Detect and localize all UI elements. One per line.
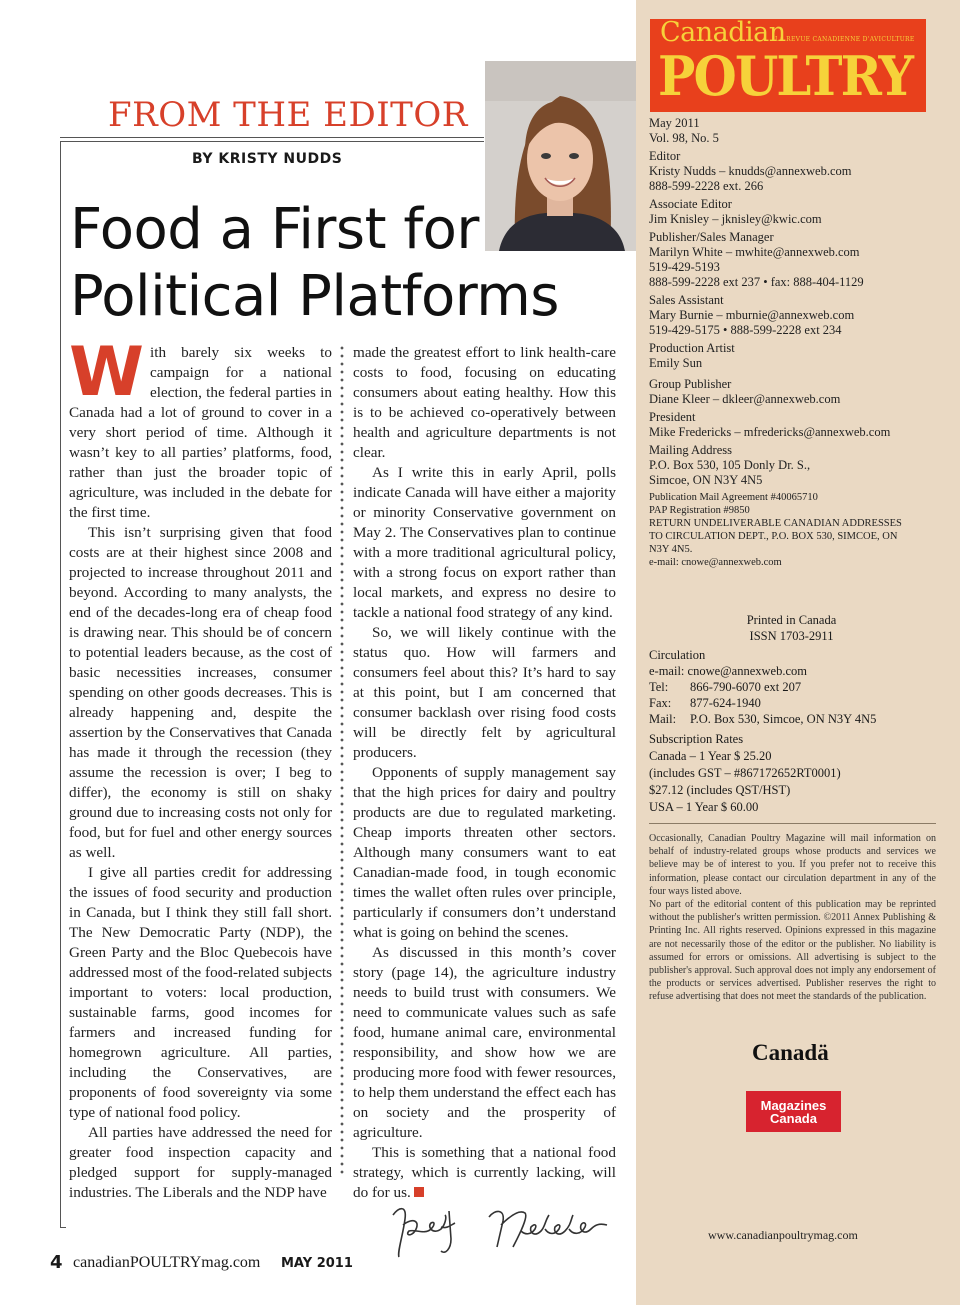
magazines-canada-line-2: Canada (770, 1111, 817, 1126)
editor-line: Kristy Nudds – knudds@annexweb.com (649, 164, 852, 178)
president-label: President (649, 410, 696, 424)
logo-canadian: Canadian (660, 17, 786, 48)
return-email: e-mail: cnowe@annexweb.com (649, 557, 782, 568)
canada-wordmark: Canadä (752, 1040, 829, 1065)
publisher-phone-1: 519-429-5193 (649, 260, 720, 274)
paragraph: Opponents of supply management say that the high prices for dairy and poultry products are due to regulated marketing. Cheap imports threaten other sectors. Although many consumers want to eat Canadian-made food, in tough economic times the wallet often rules over principle, particularly if consumers don’t understand what is going on behind the scenes. (353, 764, 616, 941)
logo-tagline: LA REVUE CANADIENNE D'AVICULTURE (775, 36, 915, 43)
masthead-staff (649, 116, 934, 572)
mail-value: P.O. Box 530, Simcoe, ON N3Y 4N5 (690, 712, 877, 726)
president-line: Mike Fredericks – mfredericks@annexweb.com (649, 425, 891, 439)
paragraph-text: This is something that a national food strategy, which is currently lacking, will do for us. (353, 1144, 616, 1201)
production-label: Production Artist (649, 341, 735, 355)
paragraph: made the greatest effort to link health-care costs to food, focusing on educating consumers about eating healthy. How this is to be achieved co-operatively between health and agriculture departments is not clear. (353, 344, 616, 461)
circulation-block (649, 647, 934, 727)
magazines-canada-line-1: Magazines (760, 1098, 827, 1113)
return-line-3: N3Y 4N5. (649, 544, 693, 555)
sales-line: Mary Burnie – mburnie@annexweb.com (649, 308, 855, 322)
publisher-label: Publisher/Sales Manager (649, 230, 774, 244)
footer-date: MAY 2011 (281, 1256, 353, 1271)
tel-value: 866-790-6070 ext 207 (690, 680, 802, 694)
printed-block (649, 612, 934, 644)
issn: ISSN 1703-2911 (749, 629, 834, 643)
headline-line-1: Food a First for (70, 197, 479, 262)
website-link[interactable]: www.canadianpoultrymag.com (708, 1228, 858, 1242)
mailing-line-1: P.O. Box 530, 105 Donly Dr. S., (649, 458, 811, 472)
paragraph: I give all parties credit for addressing the issues of food security and production in Canada, but I think they still fall short. The New Democratic Party (NDP), the Green Party and the Bloc Quebecois have addressed most of the food-related subjects important to voters: local production, sustainable farms, good incomes for farmers and increased funding for homegrown agriculture. All parties, including the Conservatives, are proponents of food sovereignty via some type of national food policy. (69, 864, 332, 1121)
fax-label: Fax: (649, 696, 672, 710)
circulation-email: e-mail: cnowe@annexweb.com (649, 664, 807, 678)
notice-mailing: Occasionally, Canadian Poultry Magazine will mail information on behalf of industry-related groups whose products and services we believe may be of interest to you. If you prefer not to receive this information, please contact our circulation department in any of the four ways listed above. (649, 833, 936, 897)
paragraph: As discussed in this month’s cover story (page 14), the agriculture industry needs to build trust with consumers. We need to communicate values such as safe food, humane animal care, environmental responsibility, and show how we are producing more food with fewer resources, to help them understand the effect each has on society and the prosperity of agriculture. (353, 944, 616, 1141)
subscription-canada: Canada – 1 Year $ 25.20 (649, 749, 772, 763)
paragraph: All parties have addressed the need for greater food inspection capacity and pledged support for supply-managed industries. The Liberals and the NDP have (69, 1124, 332, 1201)
editor-signature (385, 1195, 615, 1265)
legal-notice (649, 832, 936, 1004)
article-headline (70, 196, 630, 330)
sales-label: Sales Assistant (649, 293, 724, 307)
subscription-gst: (includes GST – #867172652RT0001) (649, 766, 841, 780)
paragraph (69, 333, 332, 523)
publisher-phone-2: 888-599-2228 ext 237 • fax: 888-404-1129 (649, 275, 864, 289)
magazines-canada-logo (746, 1091, 841, 1132)
paragraph (353, 1143, 616, 1203)
tel-label: Tel: (649, 680, 669, 694)
page-number: 4 (50, 1252, 63, 1273)
sidebar-divider (649, 823, 936, 824)
return-line-2: TO CIRCULATION DEPT., P.O. BOX 530, SIMCOE, ON (649, 531, 898, 542)
sales-phone: 519-429-5175 • 888-599-2228 ext 234 (649, 323, 842, 337)
left-frame-rule (60, 141, 61, 1228)
publisher-line: Marilyn White – mwhite@annexweb.com (649, 245, 860, 259)
return-line-1: RETURN UNDELIVERABLE CANADIAN ADDRESSES (649, 518, 902, 529)
editor-label: Editor (649, 149, 681, 163)
circulation-label: Circulation (649, 648, 706, 662)
paragraph: As I write this in early April, polls indicate Canada will have either a majority or minority Conservative government on May 2. The Conservatives plan to continue with a more traditional agricultural policy, with a strong focus on export rather than local markets, and express no desire to tackle a national food strategy of any kind. (353, 464, 616, 621)
group-publisher-label: Group Publisher (649, 377, 732, 391)
subscription-usa: USA – 1 Year $ 60.00 (649, 800, 759, 814)
notice-copyright: No part of the editorial content of this publication may be reprinted without the publisher's written permission. ©2011 Annex Publishing & Printing Inc. All rights reserved. Opinions expressed in this magazine are not necessarily those of the editor or the publisher. No liability is assumed for errors or omissions. All advertising is subject to the publisher's approval. Such approval does not imply any endorsement of the products or services advertised. Publisher reserves the right to refuse advertising that does not meet the standards of the publication. (649, 899, 936, 1003)
byline: BY KRISTY NUDDS (192, 151, 343, 167)
subscription-qst: $27.12 (includes QST/HST) (649, 783, 791, 797)
subscription-label: Subscription Rates (649, 732, 744, 746)
section-heading: FROM THE EDITOR (108, 95, 468, 135)
assoc-editor-line: Jim Knisley – jknisley@kwic.com (649, 212, 822, 226)
frame-corner-rule (60, 1227, 66, 1228)
logo-poultry: POULTRY (658, 44, 913, 108)
group-publisher-line: Diane Kleer – dkleer@annexweb.com (649, 392, 841, 406)
column-divider (340, 344, 344, 1174)
volume: Vol. 98, No. 5 (649, 131, 719, 145)
subscription-block (649, 731, 934, 816)
article-column-2 (353, 343, 616, 1203)
issue-date: May 2011 (649, 116, 700, 130)
paragraph: This isn’t surprising given that food costs are at their highest since 2008 and projected to increase throughout 2011 and beyond. According to many analysts, the end of the decades-long era of cheap food is drawing near. This should be of concern to potential leaders because, as the cost of basic necessities increases, consumer spending on other goods decreases. This is already happening and, despite the assertion by the Conservatives that Canada has made it through the recession (they assume the recession is over; I beg to differ), the economy is still on shaky ground due to increasing costs not only for food, but for fuel and other energy sources as well. (69, 524, 332, 861)
header-rule-bottom (60, 141, 484, 142)
paragraph-text: ith barely six weeks to campaign for a national election, the federal parties in Canada had a lot of ground to cover in a very short period of time. Although it wasn’t key to all parties’ platforms, food, rather than just the broader topic of agriculture, was included in the debate for the first time. (69, 344, 332, 521)
drop-cap: W (69, 333, 145, 412)
header-rule-top (60, 137, 484, 138)
paragraph: So, we will likely continue with the status quo. How will farmers and consumers feel about this? It’s hard to say at this point, but I am concerned that consumer backlash over rising food costs will be directly felt by agricultural producers. (353, 624, 616, 761)
pap-registration: PAP Registration #9850 (649, 505, 750, 516)
mailing-label: Mailing Address (649, 443, 732, 457)
assoc-editor-label: Associate Editor (649, 197, 732, 211)
article-column-1 (69, 333, 332, 1203)
magazine-logo (650, 19, 926, 112)
printed-in-canada: Printed in Canada (746, 613, 837, 627)
production-name: Emily Sun (649, 356, 703, 370)
publication-mail-agreement: Publication Mail Agreement #40065710 (649, 492, 818, 503)
editor-phone: 888-599-2228 ext. 266 (649, 179, 764, 193)
headline-line-2: Political Platforms (70, 264, 559, 329)
mail-label: Mail: (649, 712, 677, 726)
footer-site: canadianPOULTRYmag.com (73, 1254, 261, 1271)
mailing-line-2: Simcoe, ON N3Y 4N5 (649, 473, 763, 487)
fax-value: 877-624-1940 (690, 696, 761, 710)
